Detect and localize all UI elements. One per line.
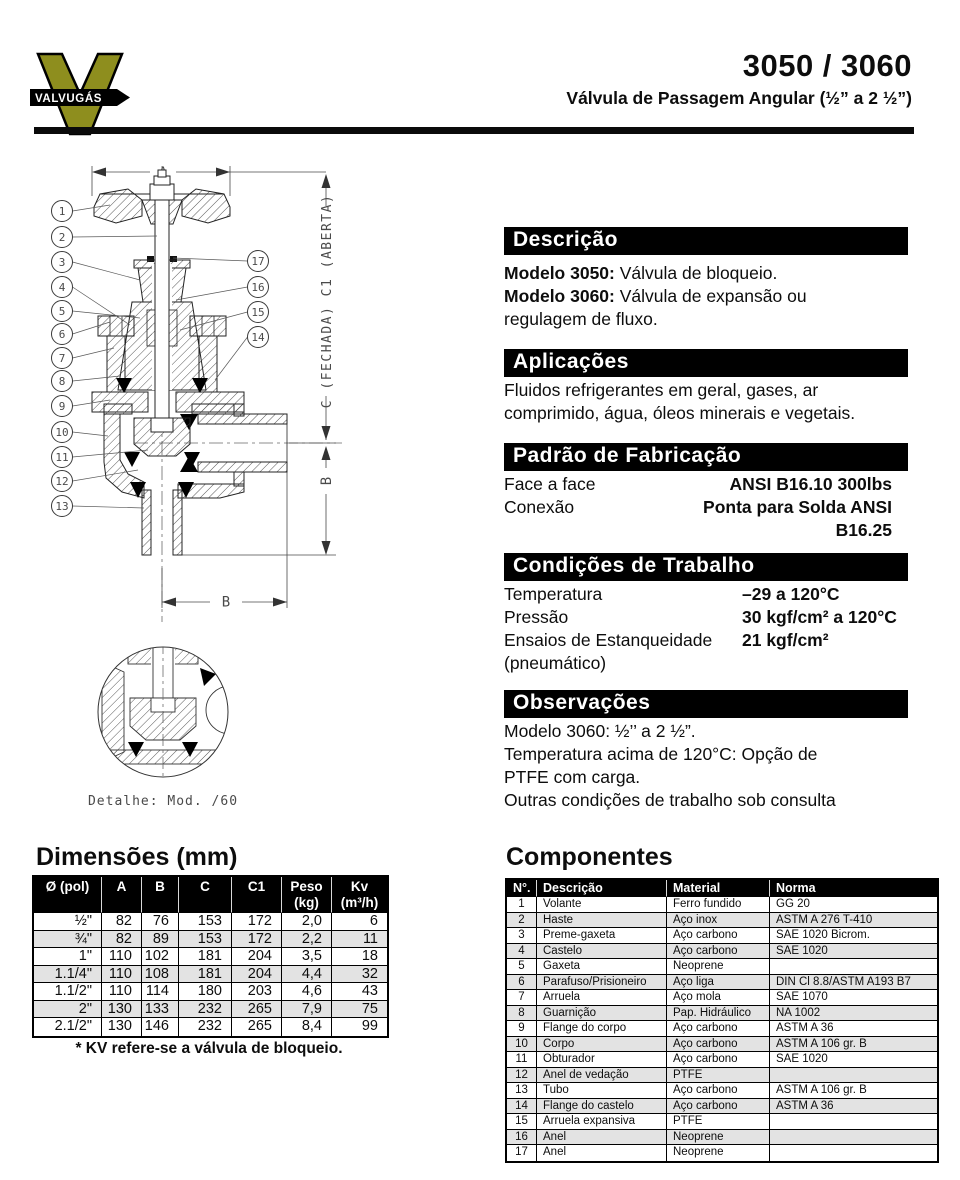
table-row [507,959,937,975]
table-cell: 7 [507,990,537,1006]
table-cell: Corpo [537,1037,667,1053]
table-cell: 12 [507,1068,537,1084]
table-cell: Castelo [537,944,667,960]
table-cell: Gaxeta [537,959,667,975]
table-cell: Pap. Hidráulico [667,1006,770,1022]
column-header: C [179,877,232,913]
detail-caption: Detalhe: Mod. /60 [87,794,239,809]
table-cell: 3 [507,928,537,944]
table-cell: 265 [232,1018,282,1036]
table-cell: 11 [507,1052,537,1068]
valvugas-logo [30,50,130,138]
table-cell: 181 [179,948,232,966]
table-cell: 180 [179,983,232,1001]
table-cell: PTFE [667,1068,770,1084]
table-cell: ¾" [34,931,102,949]
table-cell: 15 [507,1114,537,1130]
column-header: B [142,877,179,913]
table-row [34,1001,387,1019]
table-cell: ASTM A 106 gr. B [770,1037,937,1053]
descricao-line: regulagem de fluxo. [504,309,658,329]
table-cell: Ferro fundido [667,897,770,913]
section-condicoes [504,553,908,675]
table-cell [770,1145,937,1161]
table-cell: Neoprene [667,1130,770,1146]
page-subtitle: Válvula de Passagem Angular (½” a 2 ½”) [566,88,912,108]
table-cell: 130 [102,1018,142,1036]
table-cell: 32 [332,966,387,984]
column-header: A [102,877,142,913]
callout-number: 2 [58,231,66,244]
condicoes-row-label: Temperatura [504,584,603,604]
column-header: Ø (pol) [34,877,102,913]
table-cell: 4,4 [282,966,332,984]
table-cell: 43 [332,983,387,1001]
callout-number: 7 [58,352,66,365]
table-cell: 17 [507,1145,537,1161]
detail-view [98,642,254,778]
callout-number: 6 [58,328,66,341]
table-cell: 6 [507,975,537,991]
table-cell: 82 [102,931,142,949]
table-cell: Flange do castelo [537,1099,667,1115]
descricao-line: Modelo 3060: Válvula de expansão ou [504,286,807,306]
table-cell: 7,9 [282,1001,332,1019]
table-cell: Aço carbono [667,944,770,960]
observacoes-line: Temperatura acima de 120°C: Opção de [504,744,818,764]
table-row [507,897,937,913]
header-rule [34,127,914,134]
table-cell: 204 [232,966,282,984]
callout-number: 9 [58,400,66,413]
table-cell: 18 [332,948,387,966]
table-cell: 110 [102,948,142,966]
table-cell [770,1068,937,1084]
table-row [34,966,387,984]
column-header: Norma [770,880,937,897]
table-cell: Tubo [537,1083,667,1099]
column-header: N°. [507,880,537,897]
table-cell [770,1114,937,1130]
table-cell: Aço carbono [667,928,770,944]
table-row [34,913,387,931]
section-header-aplicacoes: Aplicações [504,349,908,377]
section-aplicacoes [504,349,908,425]
table-cell: Aço carbono [667,1021,770,1037]
dimensions-header-row [34,877,387,913]
condicoes-row-value: 21 kgf/cm² [742,630,829,650]
condicoes-row [504,583,908,606]
table-cell: 9 [507,1021,537,1037]
table-cell: ASTM A 36 [770,1021,937,1037]
table-cell: Guarnição [537,1006,667,1022]
table-row [34,931,387,949]
components-title: Componentes [506,843,673,871]
table-cell: Anel de vedação [537,1068,667,1084]
table-row [507,1114,937,1130]
table-cell: 5 [507,959,537,975]
table-cell: 82 [102,913,142,931]
table-cell: 204 [232,948,282,966]
callout-number: 15 [251,306,265,319]
components-table [505,878,939,1163]
table-cell: 172 [232,931,282,949]
table-cell: 1.1/4" [34,966,102,984]
table-cell: Aço inox [667,913,770,929]
table-row [507,1130,937,1146]
table-cell: 2,0 [282,913,332,931]
condicoes-row-value: 30 kgf/cm² a 120°C [742,607,897,627]
table-cell: 232 [179,1001,232,1019]
table-cell: 265 [232,1001,282,1019]
table-cell: Arruela [537,990,667,1006]
padrao-row-label: Face a face [504,474,596,494]
observacoes-line: Modelo 3060: ½’’ a 2 ½”. [504,721,696,741]
table-row [507,1037,937,1053]
table-cell: 203 [232,983,282,1001]
table-row [507,1145,937,1161]
table-cell: SAE 1020 Bicrom. [770,928,937,944]
table-cell: Aço carbono [667,1099,770,1115]
table-cell: 89 [142,931,179,949]
table-cell: Neoprene [667,959,770,975]
table-cell: 102 [142,948,179,966]
table-cell: Aço liga [667,975,770,991]
callout-leader [215,337,248,380]
table-cell: Volante [537,897,667,913]
table-cell [770,959,937,975]
padrao-row [504,473,908,496]
table-row [34,948,387,966]
callout-leader [176,287,248,300]
table-cell: PTFE [667,1114,770,1130]
dim-b-bottom-label: B [221,594,231,611]
table-cell: GG 20 [770,897,937,913]
callout-number: 12 [55,475,69,488]
table-cell: 13 [507,1083,537,1099]
table-cell: NA 1002 [770,1006,937,1022]
table-cell: Obturador [537,1052,667,1068]
callout-number: 3 [58,256,66,269]
observacoes-line: Outras condições de trabalho sob consulta [504,790,836,810]
table-cell: 8 [507,1006,537,1022]
aplicacoes-line: comprimido, água, óleos minerais e vegetais. [504,403,856,423]
table-cell: Preme-gaxeta [537,928,667,944]
table-cell: Flange do corpo [537,1021,667,1037]
padrao-body [504,473,908,542]
table-row [507,944,937,960]
table-cell: 2 [507,913,537,929]
table-row [507,1052,937,1068]
components-header-row [507,880,937,897]
section-header-condicoes: Condições de Trabalho [504,553,908,581]
table-cell: Aço carbono [667,1052,770,1068]
logo-text: VALVUGÁS [35,93,102,105]
table-cell: 181 [179,966,232,984]
table-cell: 114 [142,983,179,1001]
table-cell: ASTM A 276 T-410 [770,913,937,929]
table-row [507,928,937,944]
table-row [507,1021,937,1037]
table-row [507,1068,937,1084]
dim-b-vertical-label: B [319,476,335,486]
section-descricao [504,227,908,331]
table-cell: 6 [332,913,387,931]
table-cell: 172 [232,913,282,931]
callout-leader [73,432,109,436]
table-row [507,1006,937,1022]
callout-number: 14 [251,331,265,344]
table-cell: SAE 1070 [770,990,937,1006]
table-row [34,1018,387,1036]
table-row [507,975,937,991]
condicoes-row-label: Ensaios de Estanqueidade (pneumático) [504,630,713,673]
table-cell [770,1130,937,1146]
table-cell: 153 [179,931,232,949]
table-row [507,1099,937,1115]
dimensions-table [32,875,389,1038]
column-header: Descrição [537,880,667,897]
table-cell: 110 [102,966,142,984]
section-header-padrao: Padrão de Fabricação [504,443,908,471]
table-cell: 2.1/2" [34,1018,102,1036]
observacoes-body [504,720,908,812]
dimensions-title: Dimensões (mm) [36,843,238,871]
padrao-row-value: ANSI B16.10 300lbs [729,474,892,494]
valve-body-section [92,170,287,555]
callout-number: 17 [251,255,265,268]
padrao-row-label: Conexão [504,497,575,517]
valve-technical-drawing [30,150,480,845]
table-cell: 153 [179,913,232,931]
section-header-descricao: Descrição [504,227,908,255]
table-cell: 14 [507,1099,537,1115]
descricao-body [504,262,908,331]
table-cell: 4,6 [282,983,332,1001]
aplicacoes-body [504,379,908,425]
dimensions-footnote: * KV refere-se a válvula de bloqueio. [75,1040,343,1057]
table-cell: 16 [507,1130,537,1146]
table-cell: ASTM A 36 [770,1099,937,1115]
table-cell: 110 [102,983,142,1001]
table-cell: Anel [537,1130,667,1146]
table-cell: Neoprene [667,1145,770,1161]
table-cell: 4 [507,944,537,960]
callout-number: 10 [55,426,69,439]
page-title: 3050 / 3060 [742,48,912,83]
column-header: Material [667,880,770,897]
table-cell: 75 [332,1001,387,1019]
section-header-observacoes: Observações [504,690,908,718]
packing-rings [147,310,155,346]
callout-number: 16 [251,281,265,294]
callout-number: 4 [58,281,66,294]
section-observacoes [504,690,908,812]
condicoes-row [504,606,908,629]
table-row [507,1083,937,1099]
table-cell: Aço carbono [667,1037,770,1053]
table-cell: 76 [142,913,179,931]
column-header: Kv (m³/h) [332,877,387,913]
table-cell: 11 [332,931,387,949]
table-cell: 133 [142,1001,179,1019]
condicoes-body [504,583,908,675]
table-cell: Aço mola [667,990,770,1006]
callout-number: 11 [55,451,69,464]
table-cell: SAE 1020 [770,944,937,960]
table-cell: 1" [34,948,102,966]
column-header: C1 [232,877,282,913]
table-cell: 1 [507,897,537,913]
table-cell: Parafuso/Prisioneiro [537,975,667,991]
table-cell: 108 [142,966,179,984]
callout-leader [73,262,141,280]
table-cell: 2" [34,1001,102,1019]
callout-number: 8 [58,375,66,388]
section-padrao [504,443,908,542]
aplicacoes-line: Fluidos refrigerantes em geral, gases, ar [504,380,819,400]
table-cell: Haste [537,913,667,929]
condicoes-row [504,629,908,675]
callout-leader [73,236,158,237]
table-cell: 8,4 [282,1018,332,1036]
padrao-row [504,496,908,542]
table-cell: 3,5 [282,948,332,966]
column-header: Peso (kg) [282,877,332,913]
table-cell: 130 [102,1001,142,1019]
table-cell: ½" [34,913,102,931]
callout-number: 13 [55,500,69,513]
table-cell: 1.1/2" [34,983,102,1001]
table-row [507,913,937,929]
stroke-state-label: C (FECHADA) C1 (ABERTA) [320,193,335,409]
callout-leader [73,506,145,508]
table-row [34,983,387,1001]
table-cell: 232 [179,1018,232,1036]
table-row [507,990,937,1006]
table-cell: 10 [507,1037,537,1053]
table-cell: SAE 1020 [770,1052,937,1068]
table-cell: DIN Cl 8.8/ASTM A193 B7 [770,975,937,991]
table-cell: Aço carbono [667,1083,770,1099]
table-cell: Anel [537,1145,667,1161]
table-cell: 146 [142,1018,179,1036]
descricao-line: Modelo 3050: Válvula de bloqueio. [504,263,778,283]
callout-number: 1 [58,205,66,218]
table-cell: 99 [361,1018,378,1034]
condicoes-row-label: Pressão [504,607,569,627]
callout-number: 5 [58,305,66,318]
table-cell: Arruela expansiva [537,1114,667,1130]
padrao-row-value: Ponta para Solda ANSI B16.25 [703,497,892,540]
condicoes-row-value: –29 a 120°C [742,584,840,604]
table-cell: ASTM A 106 gr. B [770,1083,937,1099]
table-cell: 2,2 [282,931,332,949]
stem-overlay [155,200,169,425]
observacoes-line: PTFE com carga. [504,767,641,787]
